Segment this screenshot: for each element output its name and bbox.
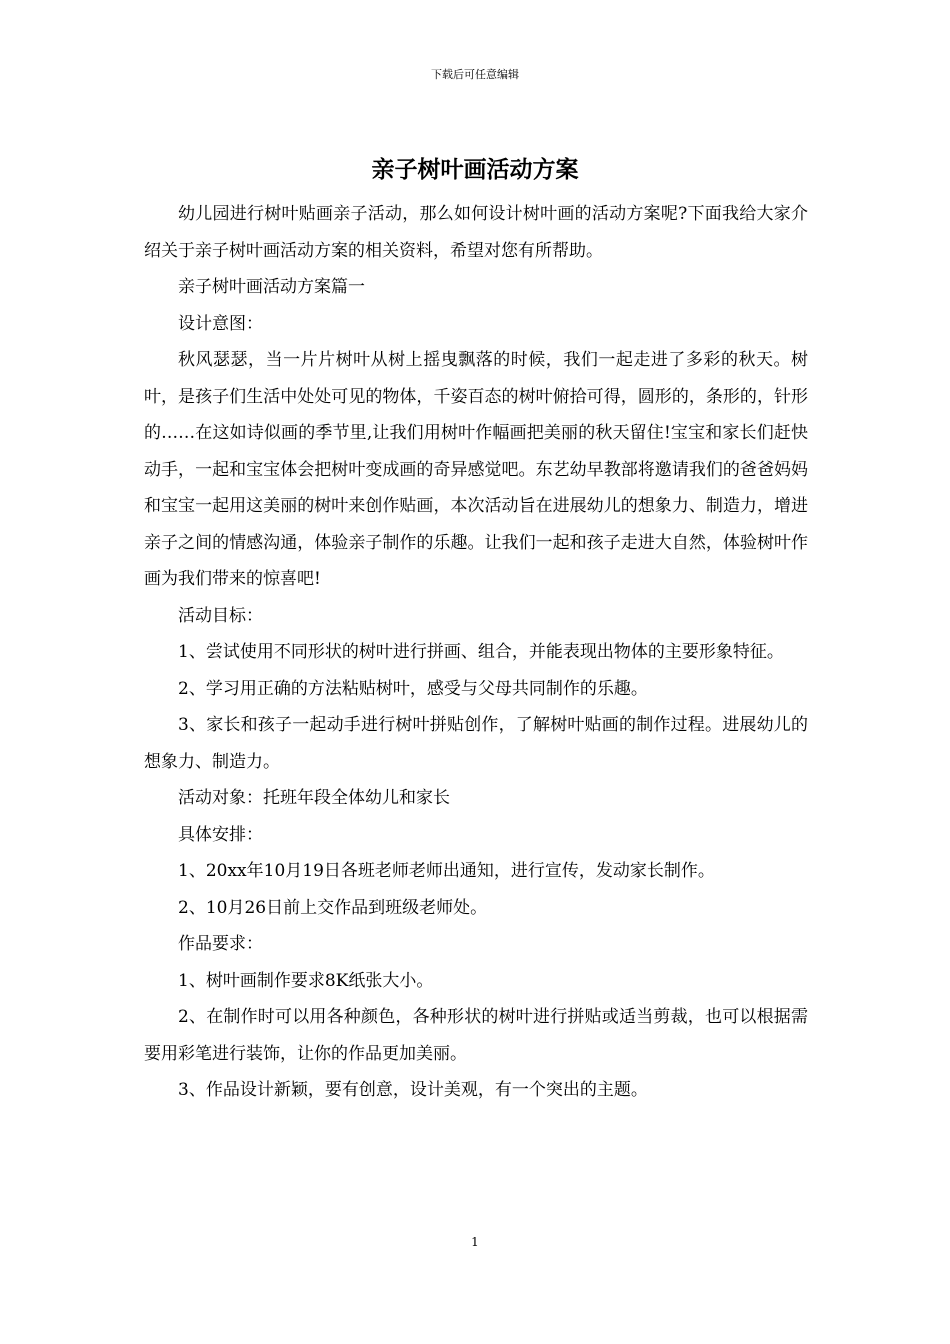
- target-audience: 活动对象：托班年段全体幼儿和家长: [178, 788, 450, 808]
- section-heading: 亲子树叶画活动方案篇一: [178, 277, 365, 297]
- schedule-item-1: 1、20xx年10月19日各班老师老师出通知，进行宣传，发动家长制作。: [178, 861, 715, 881]
- schedule-item-2: 2、10月26日前上交作品到班级老师处。: [178, 897, 488, 918]
- document-body: [144, 196, 808, 1109]
- goals-label: 活动目标：: [178, 605, 263, 626]
- page-header-note: 下载后可任意编辑: [431, 68, 519, 81]
- goal-item-1: 1、尝试使用不同形状的树叶进行拼画、组合，并能表现出物体的主要形象特征。: [178, 642, 784, 662]
- design-intent-paragraph: 秋风瑟瑟，当一片片树叶从树上摇曳飘落的时候，我们一起走进了多彩的秋天。树叶，是孩子们生活中处处可见的物体，千姿百态的树叶俯拾可得，圆形的，条形的，针形的……在这如诗似画的季节里,让我们用树叶作幅画把美丽的秋天留住!宝宝和家长们赶快动手，一起和宝宝体会把树叶变成画的奇异感觉吧。东艺幼早教部将邀请我们的爸爸妈妈和宝宝一起用这美丽的树叶来创作贴画，本次活动旨在进展幼儿的想象力、制造力，增进亲子之间的情感沟通，体验亲子制作的乐趣。让我们一起和孩子走进大自然，体验树叶作画为我们带来的惊喜吧!: [144, 350, 808, 589]
- goal-item-2: 2、学习用正确的方法粘贴树叶，感受与父母共同制作的乐趣。: [178, 678, 648, 699]
- page-number: 1: [471, 1235, 479, 1249]
- intro-paragraph: 幼儿园进行树叶贴画亲子活动，那么如何设计树叶画的活动方案呢?下面我给大家介绍关于亲子树叶画活动方案的相关资料，希望对您有所帮助。: [144, 204, 808, 261]
- goal-item-3: 3、家长和孩子一起动手进行树叶拼贴创作，了解树叶贴画的制作过程。进展幼儿的想象力、制造力。: [144, 715, 808, 772]
- schedule-label: 具体安排：: [178, 824, 263, 845]
- requirements-label: 作品要求：: [178, 934, 263, 954]
- requirement-item-3: 3、作品设计新颖，要有创意，设计美观，有一个突出的主题。: [178, 1080, 648, 1100]
- requirement-item-2: 2、在制作时可以用各种颜色，各种形状的树叶进行拼贴或适当剪裁，也可以根据需要用彩笔进行装饰，让你的作品更加美丽。: [144, 1007, 808, 1064]
- requirement-item-1: 1、树叶画制作要求8K纸张大小。: [178, 970, 434, 991]
- document-title: 亲子树叶画活动方案: [371, 156, 579, 183]
- design-intent-label: 设计意图：: [178, 313, 263, 334]
